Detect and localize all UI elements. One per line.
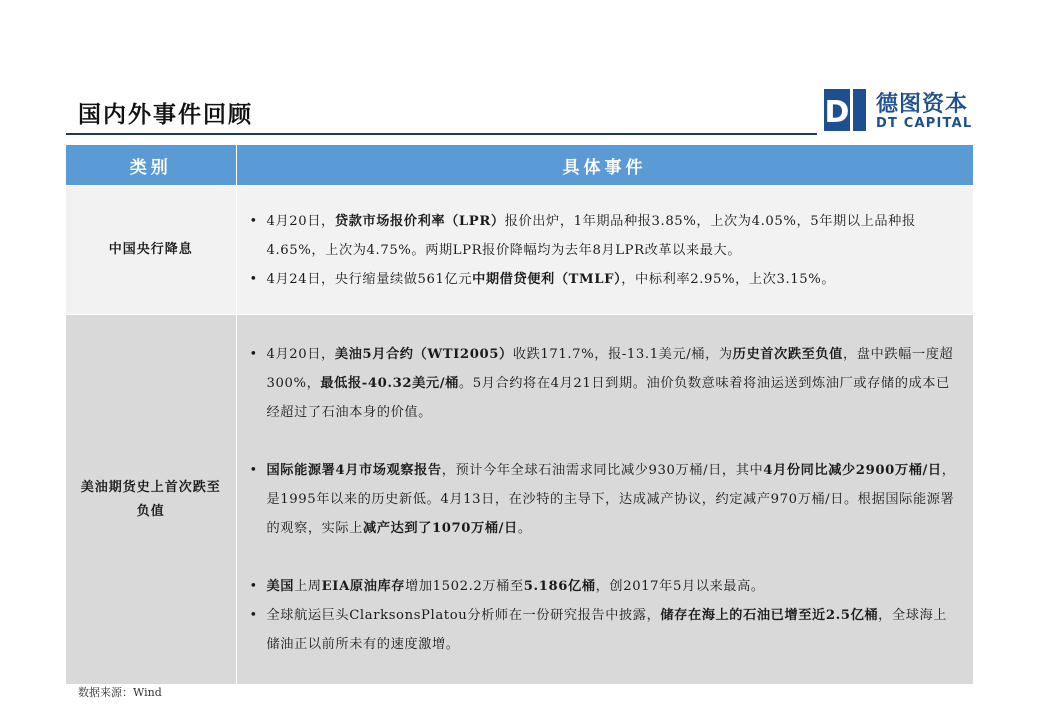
details-cell xyxy=(236,315,973,685)
category-cell: 美油期货史上首次跌至负值 xyxy=(66,315,236,685)
bullet-text: ，中标利率2.95%，上次3.15%。 xyxy=(621,271,836,287)
logo-english-name: DT CAPITAL xyxy=(876,116,973,131)
bullet-emphasis-text: 5.186亿桶 xyxy=(523,579,596,594)
bullet-emphasis-text: 中期借贷便利（TMLF） xyxy=(472,271,622,287)
events-table xyxy=(66,145,974,684)
logo-letter: D xyxy=(824,95,850,130)
event-bullet xyxy=(267,265,958,294)
bullet-text: 增加1502.2万桶至 xyxy=(405,579,524,594)
bullet-text: ，创2017年5月以来最高。 xyxy=(595,579,765,594)
logo-chinese-name: 德图资本 xyxy=(876,92,969,117)
details-cell xyxy=(236,186,973,315)
bullet-text: ，全球海上储油正以前所未有的速度激增。 xyxy=(266,608,948,652)
bullet-text: ，是1995年以来的历史新低。4月13日，在沙特的主导下，达成减产协议，约定减产970万桶/日。根据国际能源署的观察，实际上 xyxy=(266,463,956,536)
bullet-text: 全球航运巨头ClarksonsPlatou分析师在一份研究报告中披露， xyxy=(266,608,661,623)
bullet-text: 。 xyxy=(517,521,532,536)
event-bullet xyxy=(267,340,958,427)
event-bullet xyxy=(267,207,958,265)
bullet-text: 4月20日， xyxy=(266,347,335,362)
bullet-text: 4月24日，央行缩量续做561亿元 xyxy=(266,271,473,287)
event-bullet xyxy=(267,456,958,543)
bullet-emphasis-text: 美国 xyxy=(266,579,295,594)
company-logo xyxy=(824,89,974,133)
category-cell: 中国央行降息 xyxy=(66,186,236,315)
bullet-emphasis-text: 贷款市场报价利率（LPR） xyxy=(334,213,505,229)
bullet-emphasis-text: 国际能源署4月市场观察报告 xyxy=(266,463,442,478)
table-row xyxy=(66,186,973,315)
table-row xyxy=(66,315,973,685)
bullet-emphasis-text: 历史首次跌至负值 xyxy=(732,347,843,362)
page-title: 国内外事件回顾 xyxy=(78,102,253,128)
event-bullet xyxy=(267,572,958,601)
bullet-text: 上周 xyxy=(294,579,322,594)
bullet-emphasis-text: 美油5月合约（WTI2005） xyxy=(334,347,513,362)
data-source-note: 数据来源：Wind xyxy=(78,686,162,699)
event-bullet xyxy=(267,601,958,659)
bullet-emphasis-text: EIA原油库存 xyxy=(321,579,406,594)
title-divider xyxy=(66,133,817,135)
header-category: 类别 xyxy=(66,145,236,186)
bullet-emphasis-text: 储存在海上的石油已增至近2.5亿桶 xyxy=(660,608,879,623)
bullet-text: 4月20日， xyxy=(266,213,335,229)
bullet-emphasis-text: 4月份同比减少2900万桶/日 xyxy=(763,463,942,478)
bullet-text: 。5月合约将在4月21日到期。油价负数意味着将油运送到炼油厂或存储的成本已经超过了石油本身的价值。 xyxy=(266,376,950,420)
bullet-emphasis-text: 最低报-40.32美元/桶 xyxy=(320,376,459,391)
header-details: 具体事件 xyxy=(236,145,973,186)
event-list xyxy=(245,207,958,294)
table-header-row xyxy=(66,145,973,186)
event-list xyxy=(245,340,958,659)
bullet-text: 收跌171.7%，报-13.1美元/桶，为 xyxy=(512,347,733,362)
bullet-text: ，预计今年全球石油需求同比减少930万桶/日，其中 xyxy=(441,463,764,478)
logo-d-icon xyxy=(824,89,866,131)
bullet-text: 报价出炉，1年期品种报3.85%，上次为4.05%，5年期以上品种报4.65%，上次为4.75%。两期LPR报价降幅均为去年8月LPR改革以来最大。 xyxy=(266,213,916,258)
bullet-emphasis-text: 减产达到了1070万桶/日 xyxy=(363,521,518,536)
bullet-text: ，盘中跌幅一度超300%， xyxy=(266,347,954,391)
